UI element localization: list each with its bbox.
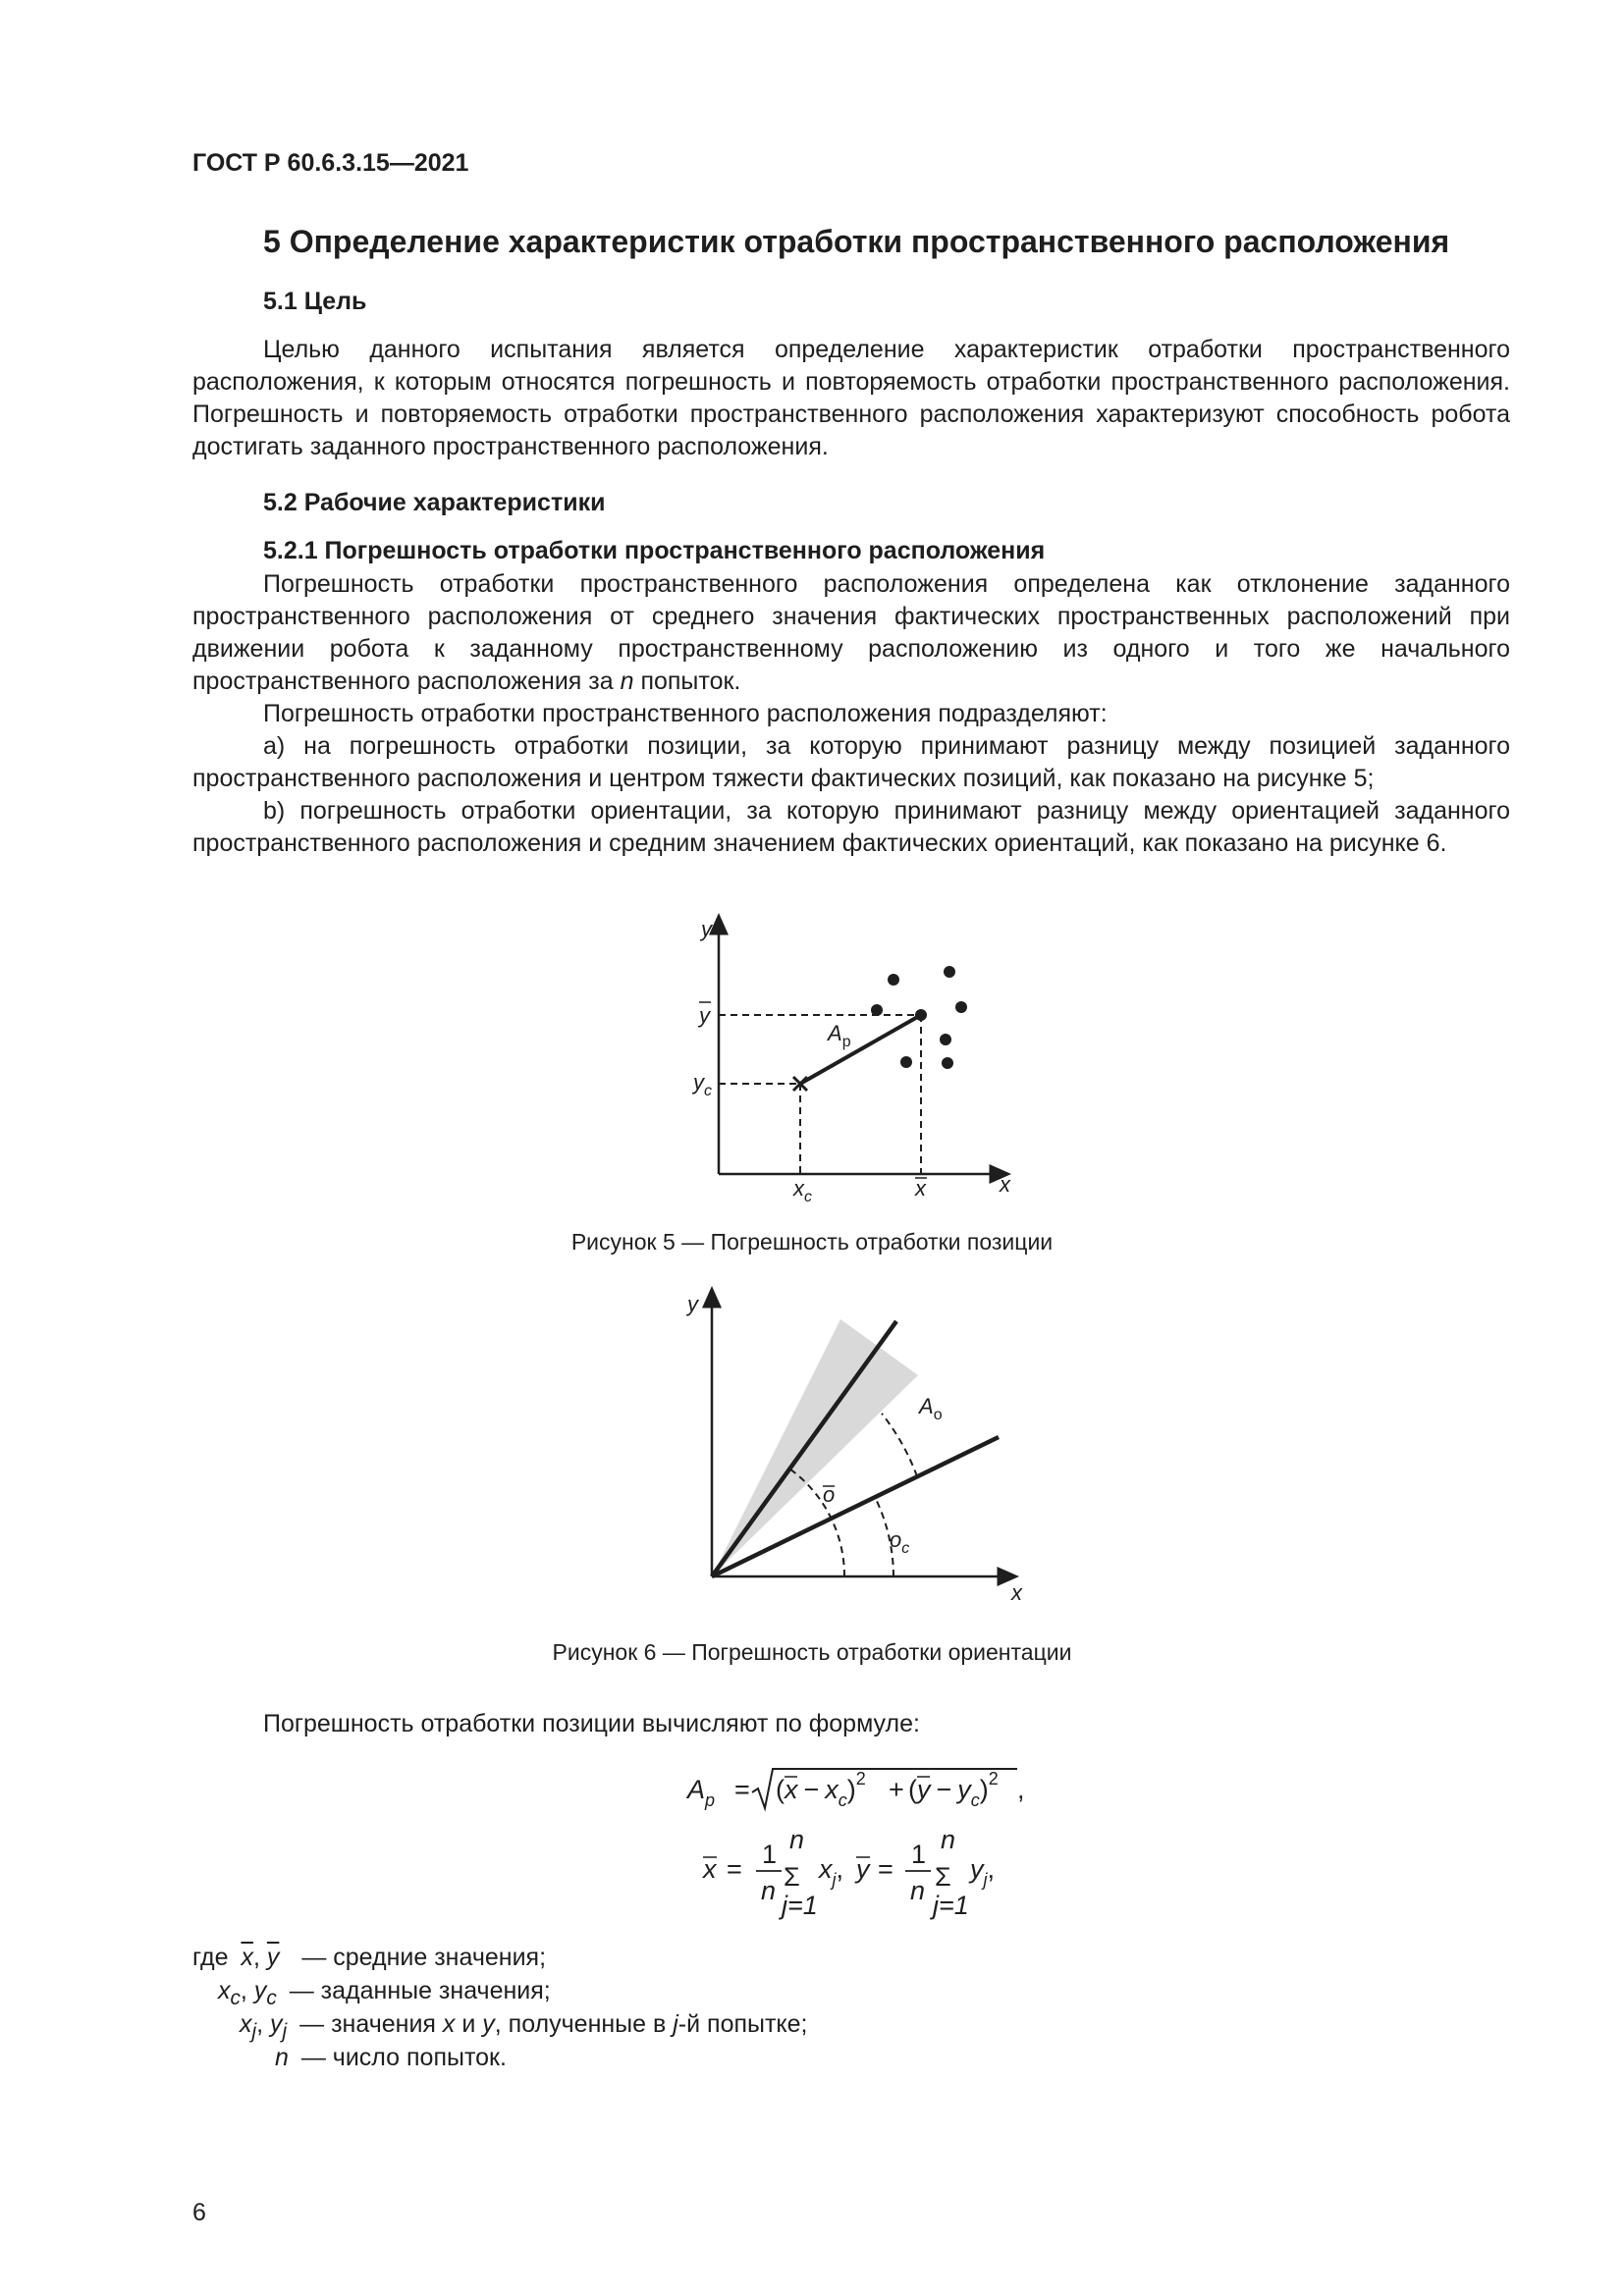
formula-xbar: x — [703, 1854, 717, 1884]
fig5-y-label: y — [701, 917, 712, 941]
formula-term2: $(y - y_c)^2$ — [908, 1769, 999, 1810]
legend-row-count: n — число попыток. — [275, 2044, 507, 2071]
legend-attempt-text: — значения — [299, 2010, 443, 2038]
attained-point — [942, 1057, 953, 1069]
formula-frac-den: n — [761, 1876, 777, 1905]
subsection-5-1-text: Целью данного испытания является определение характеристик отработки пространственного расположения, к которым относятся погрешность и повторяемость отработки пространственного расположения. Погрешность и повторяемость отработки пространственного расположения характеризуют способность робота достигать заданного пространственного расположения. — [192, 336, 1510, 460]
formula-sum-bottom-2: j=1 — [933, 1891, 969, 1920]
formula-frac-num-2: 1 — [911, 1840, 927, 1869]
attained-point — [871, 1004, 883, 1016]
formula-xj: $x_j$, — [819, 1854, 844, 1890]
fig5-yc-label: $y_c$ — [693, 1070, 712, 1099]
Ao-arc — [882, 1414, 917, 1476]
list-item-b: b) погрешность отработки ориентации, за которую принимают разницу между ориентацией заданного пространственного расположения и средним значением фактических ориентаций, как показано на рисунке 6. — [192, 797, 1510, 857]
orientation-spread-sector — [712, 1319, 918, 1576]
paragraph-definition — [192, 568, 1510, 698]
figure-5-caption: Рисунок 5 — Погрешность отработки позиции — [570, 1229, 1054, 1255]
mean-orientation-line — [712, 1321, 896, 1576]
formula-plus: + — [889, 1775, 904, 1804]
paragraph-definition-n: n — [620, 667, 634, 695]
legend-count-text: — число попыток. — [300, 2044, 507, 2071]
attained-point — [900, 1056, 912, 1068]
legend-row-means: где $\overline{x}$, $\overline{y}$ — средние значения; — [192, 1944, 547, 1971]
paragraph-subdivision: Погрешность отработки пространственного расположения подразделяют: — [263, 700, 1108, 727]
attained-point — [888, 974, 899, 986]
attained-point — [940, 1034, 951, 1045]
fig5-ybar-label: y — [699, 1003, 710, 1028]
fig6-x-label: x — [1011, 1580, 1022, 1605]
formula-eq-3: = — [878, 1854, 893, 1884]
legend-row-attempt: $x_j$, $y_j$ — значения x и y, полученные в j-й попытке; — [240, 2010, 808, 2043]
document-header: ГОСТ Р 60.6.3.15—2021 — [192, 149, 469, 177]
formula-sum: Σ — [784, 1862, 800, 1892]
paragraph-definition-text: Погрешность отработки пространственного расположения определена как отклонение заданного пространственного расположения от среднего значения фактических пространственных расположений при движении робота к заданному пространственному расположению из одного и того же начального пространственного расположения за — [192, 570, 1510, 695]
paragraph-definition-tail: попыток. — [633, 667, 741, 695]
fig5-Ap-label: $A_p$ — [828, 1021, 851, 1050]
formula-term1: $(x - x_c)^2$ — [776, 1769, 866, 1810]
subsection-5-2-1-title: 5.2.1 Погрешность отработки пространственного расположения — [263, 537, 1046, 564]
fig5-x-label: x — [1000, 1172, 1010, 1197]
formula-frac-num: 1 — [762, 1840, 778, 1869]
subsection-5-1-title: 5.1 Цель — [263, 288, 367, 315]
list-item-a: а) на погрешность отработки позиции, за которую принимают разницу между позицией заданного пространственного расположения и центром тяжести фактических позиций, как показано на рисунке 5; — [192, 732, 1510, 792]
error-vector — [800, 1015, 921, 1084]
formula-ybar: y — [856, 1854, 870, 1884]
formula-eq: = — [734, 1775, 750, 1804]
fig5-xc-label: $x_c$ — [793, 1176, 812, 1205]
subsection-5-2-title: 5.2 Рабочие характеристики — [263, 489, 606, 516]
legend-ybar: $\overline{y}$ — [266, 1944, 280, 1971]
formula-comma: , — [1017, 1775, 1025, 1804]
formula-sum-bottom: j=1 — [782, 1891, 818, 1920]
section-title: 5 Определение характеристик отработки пространственного расположения — [263, 224, 1450, 259]
fig6-oc-label: $o_c$ — [890, 1527, 910, 1557]
fig6-Ao-label: $A_o$ — [919, 1394, 943, 1423]
legend-row-commanded: $x_c$, $y_c$ — заданные значения; — [218, 1977, 551, 2009]
attained-point — [955, 1001, 967, 1013]
formula-sum-2: Σ — [935, 1862, 951, 1892]
fig6-y-label: y — [687, 1292, 698, 1316]
legend-xbar: $\overline{x}$ — [241, 1944, 253, 1971]
formula-Ap: $A_p$ — [687, 1775, 716, 1810]
legend-commanded-text: — заданные значения; — [289, 1977, 551, 2004]
formula-eq-2: = — [727, 1854, 742, 1884]
formula-frac-den-2: n — [910, 1876, 926, 1905]
formula-sum-top-2: n — [941, 1825, 956, 1854]
attained-point — [944, 966, 955, 978]
legend-means-text: — средние значения; — [301, 1944, 547, 1971]
figure-6-orientation-error — [0, 1276, 1624, 1610]
formula-sum-top: n — [789, 1825, 805, 1854]
fig5-xbar-label: x — [915, 1176, 926, 1201]
legend-where: где — [192, 1944, 229, 1971]
figure-6-caption: Рисунок 6 — Погрешность отработки ориентации — [552, 1639, 1072, 1665]
formula-yj: $y_j$, — [970, 1854, 996, 1890]
figure-5-position-error — [0, 903, 1624, 1217]
formula-block — [0, 1747, 1624, 1934]
formula-intro: Погрешность отработки позиции вычисляют по формуле: — [263, 1710, 920, 1737]
fig6-obar-label: o — [823, 1482, 836, 1507]
page-number: 6 — [192, 2199, 206, 2226]
barycentre-point — [915, 1009, 927, 1021]
